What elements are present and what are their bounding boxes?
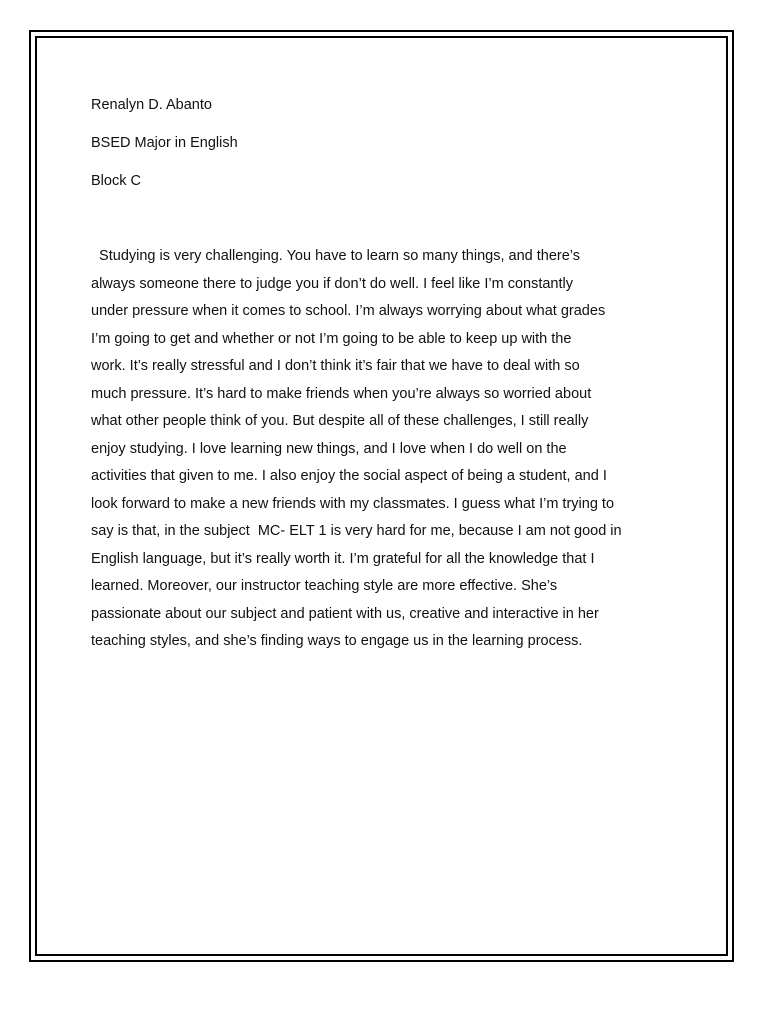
essay-line: what other people think of you. But despite all of these challenges, I still really xyxy=(91,413,589,429)
essay-line: work. It’s really stressful and I don’t think it’s fair that we have to deal with so xyxy=(91,358,580,374)
essay-line: teaching styles, and she’s finding ways to engage us in the learning process. xyxy=(91,633,583,649)
essay-line: English language, but it’s really worth it. I’m grateful for all the knowledge that I xyxy=(91,550,595,567)
author-block: Block C xyxy=(91,173,141,189)
essay-line: Studying is very challenging. You have to learn so many things, and there’s xyxy=(91,248,581,264)
essay-line: I’m going to get and whether or not I’m going to be able to keep up with the xyxy=(91,330,572,347)
essay-line: learned. Moreover, our instructor teaching style are more effective. She’s xyxy=(91,578,558,594)
essay-line: say is that, in the subject MC- ELT 1 is very hard for me, because I am not good in xyxy=(91,523,622,539)
essay-paragraph xyxy=(91,243,691,656)
essay-line: enjoy studying. I love learning new things, and I love when I do well on the xyxy=(91,440,567,457)
essay-line: activities that given to me. I also enjoy the social aspect of being a student, and I xyxy=(91,468,607,484)
essay-line: passionate about our subject and patient with us, creative and interactive in her xyxy=(91,605,599,622)
essay-line: much pressure. It’s hard to make friends when you’re always so worried about xyxy=(91,385,592,402)
essay-line: under pressure when it comes to school. I’m always worrying about what grades xyxy=(91,303,606,319)
author-name: Renalyn D. Abanto xyxy=(91,97,212,113)
essay-line: look forward to make a new friends with my classmates. I guess what I’m trying to xyxy=(91,495,615,512)
author-program: BSED Major in English xyxy=(91,135,238,151)
essay-line: always someone there to judge you if don’t do well. I feel like I’m constantly xyxy=(91,275,573,292)
